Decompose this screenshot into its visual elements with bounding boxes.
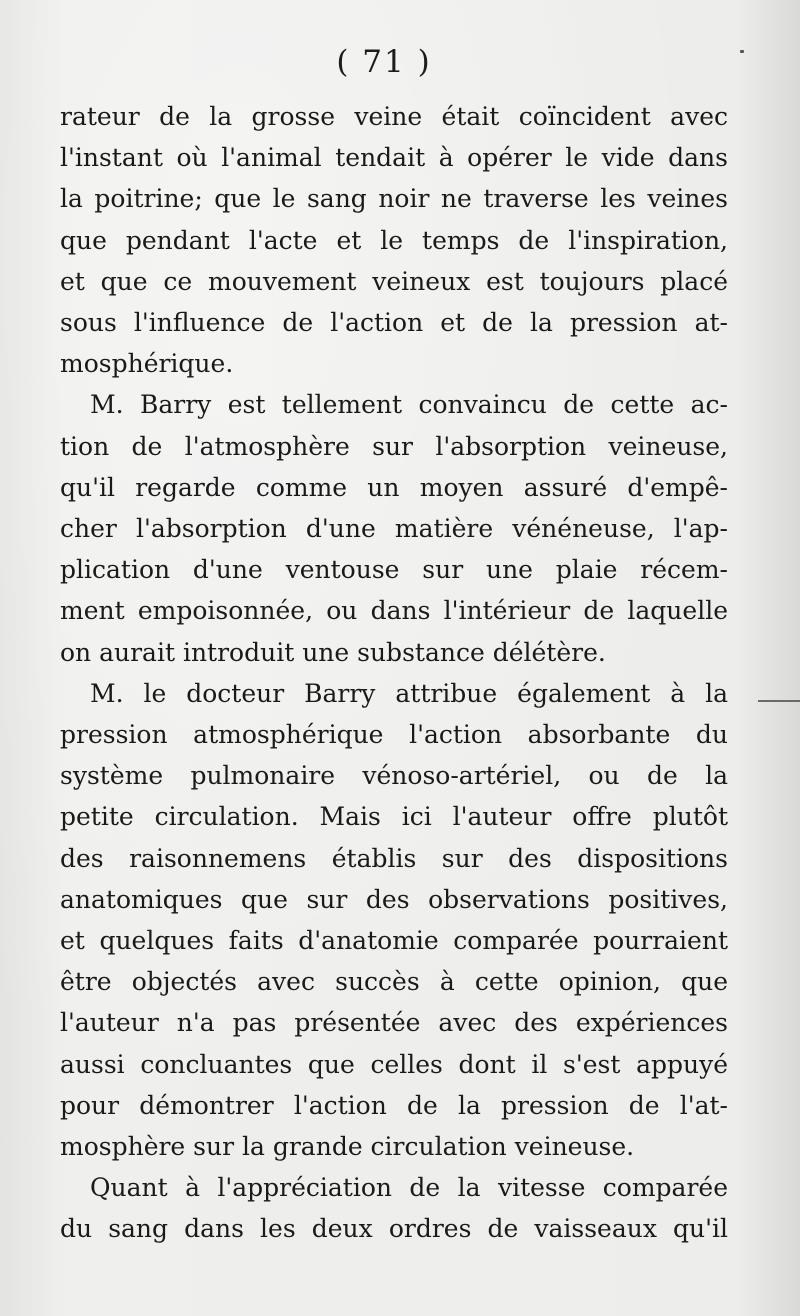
text-line: et que ce mouvement veineux est toujours placé [60,266,728,296]
text-line: tion de l'atmosphère sur l'absorption veineuse, [60,431,728,461]
body-text [60,96,728,1250]
text-line: sous l'influence de l'action et de la pression at- [60,308,728,338]
text-line: l'auteur n'a pas présentée avec des expériences [60,1008,728,1038]
text-line: mosphérique. [60,349,234,379]
text-line: mosphère sur la grande circulation veineuse. [60,1132,635,1162]
text-line: que pendant l'acte et le temps de l'inspiration, [60,225,728,255]
text-line: l'instant où l'animal tendait à opérer le vide dans [60,143,728,173]
text-line: M. Barry est tellement convaincu de cette ac- [90,390,728,420]
text-line: qu'il regarde comme un moyen assuré d'empê- [60,472,728,502]
text-line: pour démontrer l'action de la pression de l'at- [60,1090,728,1120]
text-line: la poitrine; que le sang noir ne traverse les veines [60,184,728,214]
text-line: des raisonnemens établis sur des dispositions [60,843,728,873]
paragraph-3 [60,673,728,1167]
text-line: petite circulation. Mais ici l'auteur offre plutôt [60,802,728,832]
page-number: ( 71 ) [336,44,432,80]
text-line: plication d'une ventouse sur une plaie récem- [60,555,728,585]
text-line: Quant à l'appréciation de la vitesse comparée [90,1173,728,1203]
text-line: M. le docteur Barry attribue également à la [90,678,728,708]
paragraph-2 [60,384,728,672]
text-line: on aurait introduit une substance délétère. [60,637,606,667]
text-line: aussi concluantes que celles dont il s'est appuyé [60,1049,728,1079]
text-line: pression atmosphérique l'action absorbante du [60,720,728,750]
text-line: système pulmonaire vénoso-artériel, ou de la [60,761,728,791]
text-line: être objectés avec succès à cette opinion, que [60,967,728,997]
text-line: et quelques faits d'anatomie comparée pourraient [60,926,728,956]
paragraph-1 [60,96,728,384]
text-line: anatomiques que sur des observations positives, [60,884,728,914]
margin-rule-mark [758,700,800,702]
text-line: rateur de la grosse veine était coïncident avec [60,102,728,131]
paragraph-4 [60,1167,728,1249]
text-line: ment empoisonnée, ou dans l'intérieur de laquelle [60,596,728,626]
text-line: du sang dans les deux ordres de vaisseaux qu'il [60,1214,728,1244]
text-line: cher l'absorption d'une matière vénéneuse, l'ap- [60,514,728,544]
